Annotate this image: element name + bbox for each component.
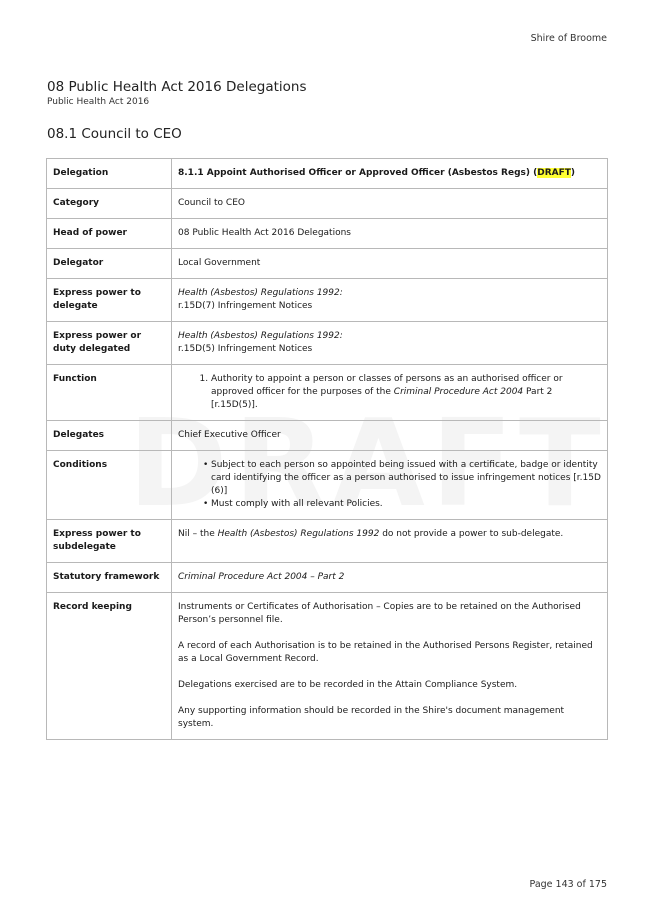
delegate-act: Health (Asbestos) Regulations 1992: <box>178 288 343 298</box>
function-text-suffix: Part 2 [r.15D(5)]. <box>211 387 553 410</box>
table-row <box>47 421 608 451</box>
row-label-conditions: Conditions <box>47 451 172 520</box>
table-row <box>47 520 608 563</box>
table-row <box>47 219 608 249</box>
record-keeping-paragraph: Any supporting information should be recorded in the Shire's document management system. <box>178 706 565 729</box>
table-row <box>47 365 608 421</box>
row-label-head-of-power: Head of power <box>47 219 172 249</box>
row-label-delegator: Delegator <box>47 249 172 279</box>
record-keeping-value <box>172 593 608 740</box>
table-row <box>47 593 608 740</box>
list-item: • Subject to each person so appointed being issued with a certificate, badge or identity card identifying the officer as a person authorised to issue infringement notices [r.15D (6)] <box>211 459 601 498</box>
conditions-list <box>178 459 601 511</box>
row-label-category: Category <box>47 189 172 219</box>
category-value: Council to CEO <box>172 189 608 219</box>
section-title: 08.1 Council to CEO <box>47 126 182 142</box>
table-row <box>47 249 608 279</box>
express-power-or-duty-delegated-value <box>172 322 608 365</box>
table-row <box>47 279 608 322</box>
table-row <box>47 563 608 593</box>
delegates-value: Chief Executive Officer <box>172 421 608 451</box>
page-number: Page 143 of 175 <box>529 879 607 890</box>
conditions-value <box>172 451 608 520</box>
list-item <box>211 373 601 412</box>
row-label-express-power-to-subdelegate: Express power to subdelegate <box>47 520 172 563</box>
record-keeping-paragraph: Delegations exercised are to be recorded in the Attain Compliance System. <box>178 680 518 690</box>
subdelegate-value <box>172 520 608 563</box>
subdelegate-suffix: do not provide a power to sub-delegate. <box>379 529 564 539</box>
delegator-value: Local Government <box>172 249 608 279</box>
statutory-framework-value: Criminal Procedure Act 2004 – Part 2 <box>172 563 608 593</box>
document-subtitle: Public Health Act 2016 <box>47 97 150 107</box>
list-item: • Must comply with all relevant Policies. <box>211 498 601 511</box>
record-keeping-paragraph: Instruments or Certificates of Authorisation – Copies are to be retained on the Authorised Person’s personnel file. <box>178 602 581 625</box>
delegation-value <box>172 159 608 189</box>
draft-highlight: DRAFT <box>537 168 571 178</box>
table-row <box>47 322 608 365</box>
delegate-section: r.15D(7) Infringement Notices <box>178 301 313 311</box>
duty-section: r.15D(5) Infringement Notices <box>178 344 313 354</box>
table-row <box>47 189 608 219</box>
row-label-express-power-to-delegate: Express power to delegate <box>47 279 172 322</box>
row-label-express-power-or-duty-delegated: Express power or duty delegated <box>47 322 172 365</box>
delegation-title: 8.1.1 Appoint Authorised Officer or Approved Officer (Asbestos Regs) ( <box>178 168 538 178</box>
row-label-statutory-framework: Statutory framework <box>47 563 172 593</box>
record-keeping-paragraph: A record of each Authorisation is to be retained in the Authorised Persons Register, retained as a Local Government Record. <box>178 641 593 664</box>
duty-act: Health (Asbestos) Regulations 1992: <box>178 331 343 341</box>
delegation-close: ) <box>570 168 576 178</box>
function-list <box>178 373 601 412</box>
row-label-record-keeping: Record keeping <box>47 593 172 740</box>
delegation-table <box>46 158 608 740</box>
function-act: Criminal Procedure Act 2004 <box>393 387 524 397</box>
head-of-power-value: 08 Public Health Act 2016 Delegations <box>172 219 608 249</box>
row-label-delegates: Delegates <box>47 421 172 451</box>
table-row <box>47 159 608 189</box>
subdelegate-act: Health (Asbestos) Regulations 1992 <box>217 529 380 539</box>
header-organisation: Shire of Broome <box>530 33 607 44</box>
table-row <box>47 451 608 520</box>
function-text-prefix: Authority to appoint a person or classes of persons as an authorised officer or approved officer for the purposes of the <box>211 374 563 397</box>
subdelegate-prefix: Nil – the <box>178 529 218 539</box>
document-title: 08 Public Health Act 2016 Delegations <box>47 79 307 95</box>
row-label-delegation: Delegation <box>47 159 172 189</box>
row-label-function: Function <box>47 365 172 421</box>
function-value <box>172 365 608 421</box>
express-power-to-delegate-value <box>172 279 608 322</box>
